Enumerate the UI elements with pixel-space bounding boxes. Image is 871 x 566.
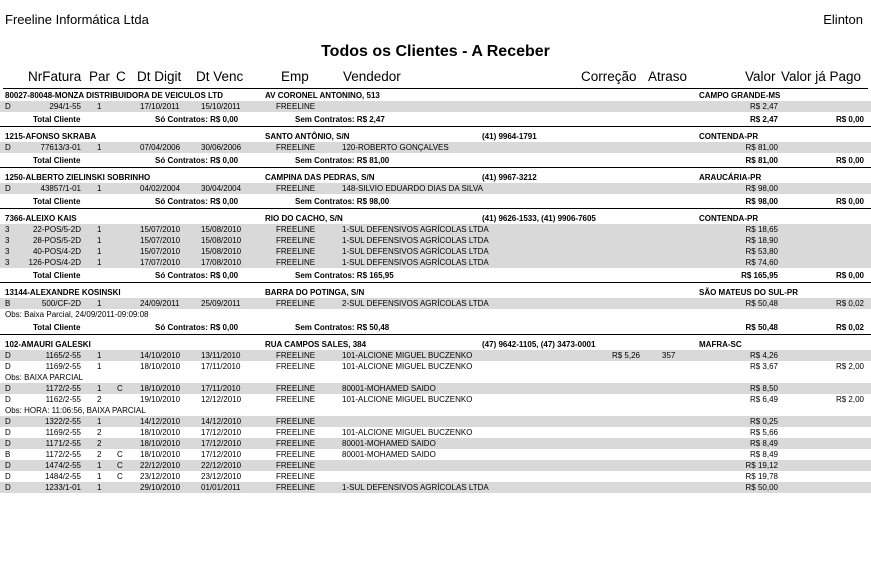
client-total-row	[0, 270, 871, 283]
vendedor-cell: 1-SUL DEFENSIVOS AGRÍCOLAS LTDA	[342, 225, 489, 234]
client-city: ARAUCÁRIA-PR	[699, 173, 762, 182]
report-body	[0, 90, 871, 493]
client-address: CAMPINA DAS PEDRAS, S/N	[265, 173, 375, 182]
emp-cell: FREELINE	[276, 483, 316, 492]
dt-venc-cell: 30/04/2004	[201, 184, 242, 193]
col-nrfatura: NrFatura	[28, 69, 82, 84]
dt-venc-cell: 14/12/2010	[201, 417, 242, 426]
invoice-row	[0, 449, 871, 460]
dt-venc-cell: 15/10/2011	[201, 102, 241, 111]
col-dt-digit: Dt Digit	[137, 69, 182, 84]
valor-cell: R$ 4,26	[749, 351, 778, 360]
invoice-row	[0, 383, 871, 394]
total-valor: R$ 2,47	[749, 115, 778, 124]
sem-contratos: Sem Contratos: R$ 81,00	[295, 156, 390, 165]
type-cell: D	[5, 472, 11, 481]
vendedor-cell: 101-ALCIONE MIGUEL BUCZENKO	[342, 395, 473, 404]
col-vendedor: Vendedor	[343, 69, 401, 84]
vendedor-cell: 1-SUL DEFENSIVOS AGRÍCOLAS LTDA	[342, 247, 489, 256]
so-contratos: Só Contratos: R$ 0,00	[155, 323, 239, 332]
col-valor-pago: Valor já Pago	[781, 69, 862, 84]
vendedor-cell: 80001-MOHAMED SAIDO	[342, 384, 436, 393]
col-dt-venc: Dt Venc	[196, 69, 244, 84]
par-cell: 1	[97, 236, 102, 245]
valor-cell: R$ 3,67	[749, 362, 778, 371]
client-header-row	[0, 213, 871, 224]
type-cell: 3	[5, 258, 10, 267]
client-name: 1215-AFONSO SKRABA	[5, 132, 97, 141]
dt-venc-cell: 17/11/2010	[201, 362, 241, 371]
nrfatura-cell: 1474/2-55	[44, 461, 81, 470]
dt-digit-cell: 17/10/2011	[140, 102, 180, 111]
c-cell: C	[117, 384, 123, 393]
dt-venc-cell: 17/12/2010	[201, 428, 242, 437]
col-valor: Valor	[745, 69, 776, 84]
valor-pago-cell: R$ 2,00	[835, 362, 864, 371]
valor-cell: R$ 6,49	[749, 395, 778, 404]
dt-venc-cell: 23/12/2010	[201, 472, 242, 481]
vendedor-cell: 1-SUL DEFENSIVOS AGRÍCOLAS LTDA	[342, 236, 489, 245]
type-cell: D	[5, 417, 11, 426]
type-cell: D	[5, 461, 11, 470]
vendedor-cell: 1-SUL DEFENSIVOS AGRÍCOLAS LTDA	[342, 483, 489, 492]
nrfatura-cell: 1233/1-01	[44, 483, 81, 492]
type-cell: D	[5, 384, 11, 393]
valor-cell: R$ 50,48	[745, 299, 778, 308]
type-cell: D	[5, 439, 11, 448]
dt-venc-cell: 17/08/2010	[201, 258, 242, 267]
col-par: Par	[89, 69, 111, 84]
obs-row	[0, 372, 871, 383]
emp-cell: FREELINE	[276, 461, 316, 470]
client-address: BARRA DO POTINGA, S/N	[265, 288, 365, 297]
dt-digit-cell: 29/10/2010	[140, 483, 181, 492]
user-name: Elinton	[823, 12, 863, 27]
dt-digit-cell: 17/07/2010	[140, 258, 181, 267]
nrfatura-cell: 1169/2-55	[45, 428, 81, 437]
emp-cell: FREELINE	[276, 258, 316, 267]
par-cell: 1	[97, 362, 102, 371]
emp-cell: FREELINE	[276, 351, 316, 360]
nrfatura-cell: 22-POS/5-2D	[32, 225, 81, 234]
par-cell: 1	[97, 143, 102, 152]
emp-cell: FREELINE	[276, 102, 316, 111]
type-cell: D	[5, 428, 11, 437]
invoice-row	[0, 416, 871, 427]
dt-venc-cell: 15/08/2010	[201, 236, 242, 245]
valor-cell: R$ 81,00	[745, 143, 778, 152]
par-cell: 1	[97, 461, 102, 470]
dt-venc-cell: 17/12/2010	[201, 450, 242, 459]
invoice-row	[0, 246, 871, 257]
par-cell: 1	[97, 184, 102, 193]
par-cell: 1	[97, 384, 102, 393]
client-city: CAMPO GRANDE-MS	[699, 91, 781, 100]
client-name: 1250-ALBERTO ZIELINSKI SOBRINHO	[5, 173, 151, 182]
total-pago: R$ 0,00	[835, 271, 864, 280]
nrfatura-cell: 1484/2-55	[44, 472, 81, 481]
client-phone: (41) 9626-1533, (41) 9906-7605	[482, 214, 596, 223]
client-header-row	[0, 287, 871, 298]
emp-cell: FREELINE	[276, 417, 316, 426]
total-valor: R$ 81,00	[745, 156, 778, 165]
valor-cell: R$ 53,80	[745, 247, 778, 256]
invoice-row	[0, 224, 871, 235]
emp-cell: FREELINE	[276, 472, 316, 481]
dt-venc-cell: 25/09/2011	[201, 299, 241, 308]
emp-cell: FREELINE	[276, 143, 316, 152]
col-atraso: Atraso	[648, 69, 688, 84]
valor-cell: R$ 8,49	[749, 450, 778, 459]
total-valor: R$ 98,00	[745, 197, 778, 206]
valor-cell: R$ 98,00	[745, 184, 778, 193]
valor-pago-cell: R$ 2,00	[835, 395, 864, 404]
vendedor-cell: 80001-MOHAMED SAIDO	[342, 439, 436, 448]
so-contratos: Só Contratos: R$ 0,00	[155, 197, 239, 206]
client-total-row	[0, 155, 871, 168]
par-cell: 1	[97, 225, 102, 234]
c-cell: C	[117, 472, 123, 481]
par-cell: 2	[97, 395, 102, 404]
header-divider	[3, 88, 868, 89]
atraso-cell: 357	[662, 351, 676, 360]
par-cell: 1	[97, 472, 102, 481]
nrfatura-cell: 1172/2-55	[45, 384, 81, 393]
obs-text: Obs: Baixa Parcial, 24/09/2011-09:09:08	[5, 310, 149, 319]
col-correcao: Correção	[581, 69, 637, 84]
invoice-row	[0, 350, 871, 361]
nrfatura-cell: 1162/2-55	[45, 395, 81, 404]
valor-cell: R$ 8,50	[749, 384, 778, 393]
type-cell: D	[5, 184, 11, 193]
dt-digit-cell: 18/10/2010	[140, 439, 181, 448]
emp-cell: FREELINE	[276, 225, 316, 234]
type-cell: D	[5, 102, 11, 111]
dt-digit-cell: 24/09/2011	[140, 299, 180, 308]
nrfatura-cell: 43857/1-01	[40, 184, 81, 193]
emp-cell: FREELINE	[276, 439, 316, 448]
par-cell: 1	[97, 258, 102, 267]
dt-venc-cell: 15/08/2010	[201, 247, 242, 256]
dt-digit-cell: 14/12/2010	[140, 417, 181, 426]
par-cell: 1	[97, 247, 102, 256]
vendedor-cell: 80001-MOHAMED SAIDO	[342, 450, 436, 459]
invoice-row	[0, 471, 871, 482]
sem-contratos: Sem Contratos: R$ 98,00	[295, 197, 390, 206]
total-pago: R$ 0,02	[835, 323, 864, 332]
client-address: RUA CAMPOS SALES, 384	[265, 340, 367, 349]
obs-text: Obs: BAIXA PARCIAL	[5, 373, 84, 382]
par-cell: 2	[97, 428, 102, 437]
dt-venc-cell: 12/12/2010	[201, 395, 242, 404]
sem-contratos: Sem Contratos: R$ 50,48	[295, 323, 390, 332]
type-cell: D	[5, 395, 11, 404]
invoice-row	[0, 438, 871, 449]
client-total-row	[0, 322, 871, 335]
c-cell: C	[117, 461, 123, 470]
valor-pago-cell: R$ 0,02	[835, 299, 864, 308]
par-cell: 1	[97, 299, 102, 308]
client-total-row	[0, 114, 871, 127]
client-city: CONTENDA-PR	[699, 132, 759, 141]
invoice-row	[0, 142, 871, 153]
client-name: 13144-ALEXANDRE KOSINSKI	[5, 288, 121, 297]
nrfatura-cell: 28-POS/5-2D	[32, 236, 81, 245]
dt-digit-cell: 23/12/2010	[140, 472, 181, 481]
vendedor-cell: 101-ALCIONE MIGUEL BUCZENKO	[342, 428, 473, 437]
total-pago: R$ 0,00	[835, 156, 864, 165]
invoice-row	[0, 101, 871, 112]
so-contratos: Só Contratos: R$ 0,00	[155, 156, 239, 165]
obs-text: Obs: HORA: 11:06:56, BAIXA PARCIAL	[5, 406, 146, 415]
dt-venc-cell: 17/12/2010	[201, 439, 242, 448]
nrfatura-cell: 1165/2-55	[45, 351, 81, 360]
dt-digit-cell: 19/10/2010	[140, 395, 181, 404]
sem-contratos: Sem Contratos: R$ 165,95	[295, 271, 394, 280]
c-cell: C	[117, 450, 123, 459]
vendedor-cell: 148-SILVIO EDUARDO DIAS DA SILVA	[342, 184, 483, 193]
invoice-row	[0, 298, 871, 309]
vendedor-cell: 101-ALCIONE MIGUEL BUCZENKO	[342, 362, 473, 371]
par-cell: 1	[97, 483, 102, 492]
total-valor: R$ 50,48	[745, 323, 778, 332]
sem-contratos: Sem Contratos: R$ 2,47	[295, 115, 385, 124]
dt-digit-cell: 15/07/2010	[140, 236, 181, 245]
client-name: 80027-80048-MONZA DISTRIBUIDORA DE VEICULOS LTD	[5, 91, 223, 100]
col-emp: Emp	[281, 69, 309, 84]
dt-venc-cell: 01/01/2011	[201, 483, 241, 492]
valor-cell: R$ 2,47	[749, 102, 778, 111]
client-header-row	[0, 172, 871, 183]
total-valor: R$ 165,95	[741, 271, 778, 280]
type-cell: B	[5, 450, 11, 459]
total-label: Total Cliente	[33, 323, 81, 332]
type-cell: 3	[5, 236, 10, 245]
dt-digit-cell: 22/12/2010	[140, 461, 181, 470]
invoice-row	[0, 394, 871, 405]
total-label: Total Cliente	[33, 271, 81, 280]
invoice-row	[0, 257, 871, 268]
client-header-row	[0, 131, 871, 142]
dt-venc-cell: 13/11/2010	[201, 351, 241, 360]
total-label: Total Cliente	[33, 115, 81, 124]
vendedor-cell: 101-ALCIONE MIGUEL BUCZENKO	[342, 351, 473, 360]
type-cell: 3	[5, 225, 10, 234]
nrfatura-cell: 40-POS/4-2D	[32, 247, 81, 256]
dt-digit-cell: 18/10/2010	[140, 428, 181, 437]
nrfatura-cell: 294/1-55	[49, 102, 81, 111]
par-cell: 2	[97, 439, 102, 448]
emp-cell: FREELINE	[276, 395, 316, 404]
emp-cell: FREELINE	[276, 299, 316, 308]
invoice-row	[0, 427, 871, 438]
nrfatura-cell: 1171/2-55	[45, 439, 81, 448]
client-phone: (41) 9964-1791	[482, 132, 537, 141]
valor-cell: R$ 18,90	[745, 236, 778, 245]
valor-cell: R$ 19,78	[745, 472, 778, 481]
nrfatura-cell: 126-POS/4-2D	[28, 258, 81, 267]
par-cell: 1	[97, 417, 102, 426]
dt-digit-cell: 15/07/2010	[140, 225, 181, 234]
vendedor-cell: 120-ROBERTO GONÇALVES	[342, 143, 449, 152]
dt-digit-cell: 14/10/2010	[140, 351, 181, 360]
invoice-row	[0, 235, 871, 246]
dt-venc-cell: 30/06/2006	[201, 143, 242, 152]
invoice-row	[0, 361, 871, 372]
dt-digit-cell: 18/10/2010	[140, 450, 181, 459]
column-header-row	[0, 69, 871, 87]
valor-cell: R$ 74,60	[745, 258, 778, 267]
emp-cell: FREELINE	[276, 428, 316, 437]
type-cell: D	[5, 351, 11, 360]
invoice-row	[0, 460, 871, 471]
emp-cell: FREELINE	[276, 247, 316, 256]
total-label: Total Cliente	[33, 156, 81, 165]
invoice-row	[0, 482, 871, 493]
dt-digit-cell: 04/02/2004	[140, 184, 181, 193]
nrfatura-cell: 1322/2-55	[44, 417, 81, 426]
obs-row	[0, 405, 871, 416]
col-c: C	[116, 69, 126, 84]
type-cell: D	[5, 362, 11, 371]
type-cell: 3	[5, 247, 10, 256]
valor-cell: R$ 0,25	[749, 417, 778, 426]
valor-cell: R$ 8,49	[749, 439, 778, 448]
total-pago: R$ 0,00	[835, 115, 864, 124]
par-cell: 1	[97, 102, 102, 111]
total-pago: R$ 0,00	[835, 197, 864, 206]
client-header-row	[0, 339, 871, 350]
dt-digit-cell: 18/10/2010	[140, 362, 181, 371]
client-city: CONTENDA-PR	[699, 214, 759, 223]
so-contratos: Só Contratos: R$ 0,00	[155, 115, 239, 124]
valor-cell: R$ 18,65	[745, 225, 778, 234]
valor-cell: R$ 5,66	[749, 428, 778, 437]
client-address: SANTO ANTÔNIO, S/N	[265, 132, 350, 141]
dt-venc-cell: 15/08/2010	[201, 225, 242, 234]
client-address: AV CORONEL ANTONINO, 513	[265, 91, 380, 100]
nrfatura-cell: 500/CF-2D	[41, 299, 81, 308]
type-cell: D	[5, 483, 11, 492]
report-title: Todos os Clientes - A Receber	[321, 43, 550, 60]
dt-venc-cell: 22/12/2010	[201, 461, 242, 470]
invoice-row	[0, 183, 871, 194]
emp-cell: FREELINE	[276, 362, 316, 371]
emp-cell: FREELINE	[276, 236, 316, 245]
client-total-row	[0, 196, 871, 209]
nrfatura-cell: 1172/2-55	[45, 450, 81, 459]
dt-digit-cell: 18/10/2010	[140, 384, 181, 393]
type-cell: B	[5, 299, 11, 308]
company-name: Freeline Informática Ltda	[5, 12, 149, 27]
dt-digit-cell: 15/07/2010	[140, 247, 181, 256]
obs-row	[0, 309, 871, 320]
nrfatura-cell: 77613/3-01	[40, 143, 81, 152]
client-city: MAFRA-SC	[699, 340, 742, 349]
par-cell: 2	[97, 450, 102, 459]
valor-cell: R$ 19,12	[745, 461, 778, 470]
nrfatura-cell: 1169/2-55	[45, 362, 81, 371]
dt-venc-cell: 17/11/2010	[201, 384, 241, 393]
vendedor-cell: 1-SUL DEFENSIVOS AGRÍCOLAS LTDA	[342, 258, 489, 267]
valor-cell: R$ 50,00	[745, 483, 778, 492]
correcao-cell: R$ 5,26	[611, 351, 640, 360]
client-name: 102-AMAURI GALESKI	[5, 340, 91, 349]
client-phone: (41) 9967-3212	[482, 173, 537, 182]
emp-cell: FREELINE	[276, 384, 316, 393]
par-cell: 1	[97, 351, 102, 360]
so-contratos: Só Contratos: R$ 0,00	[155, 271, 239, 280]
total-label: Total Cliente	[33, 197, 81, 206]
dt-digit-cell: 07/04/2006	[140, 143, 181, 152]
emp-cell: FREELINE	[276, 184, 316, 193]
client-phone: (47) 9642-1105, (47) 3473-0001	[482, 340, 596, 349]
vendedor-cell: 2-SUL DEFENSIVOS AGRÍCOLAS LTDA	[342, 299, 489, 308]
client-city: SÃO MATEUS DO SUL-PR	[699, 288, 798, 297]
emp-cell: FREELINE	[276, 450, 316, 459]
client-header-row	[0, 90, 871, 101]
client-name: 7366-ALEIXO KAIS	[5, 214, 77, 223]
client-address: RIO DO CACHO, S/N	[265, 214, 343, 223]
type-cell: D	[5, 143, 11, 152]
